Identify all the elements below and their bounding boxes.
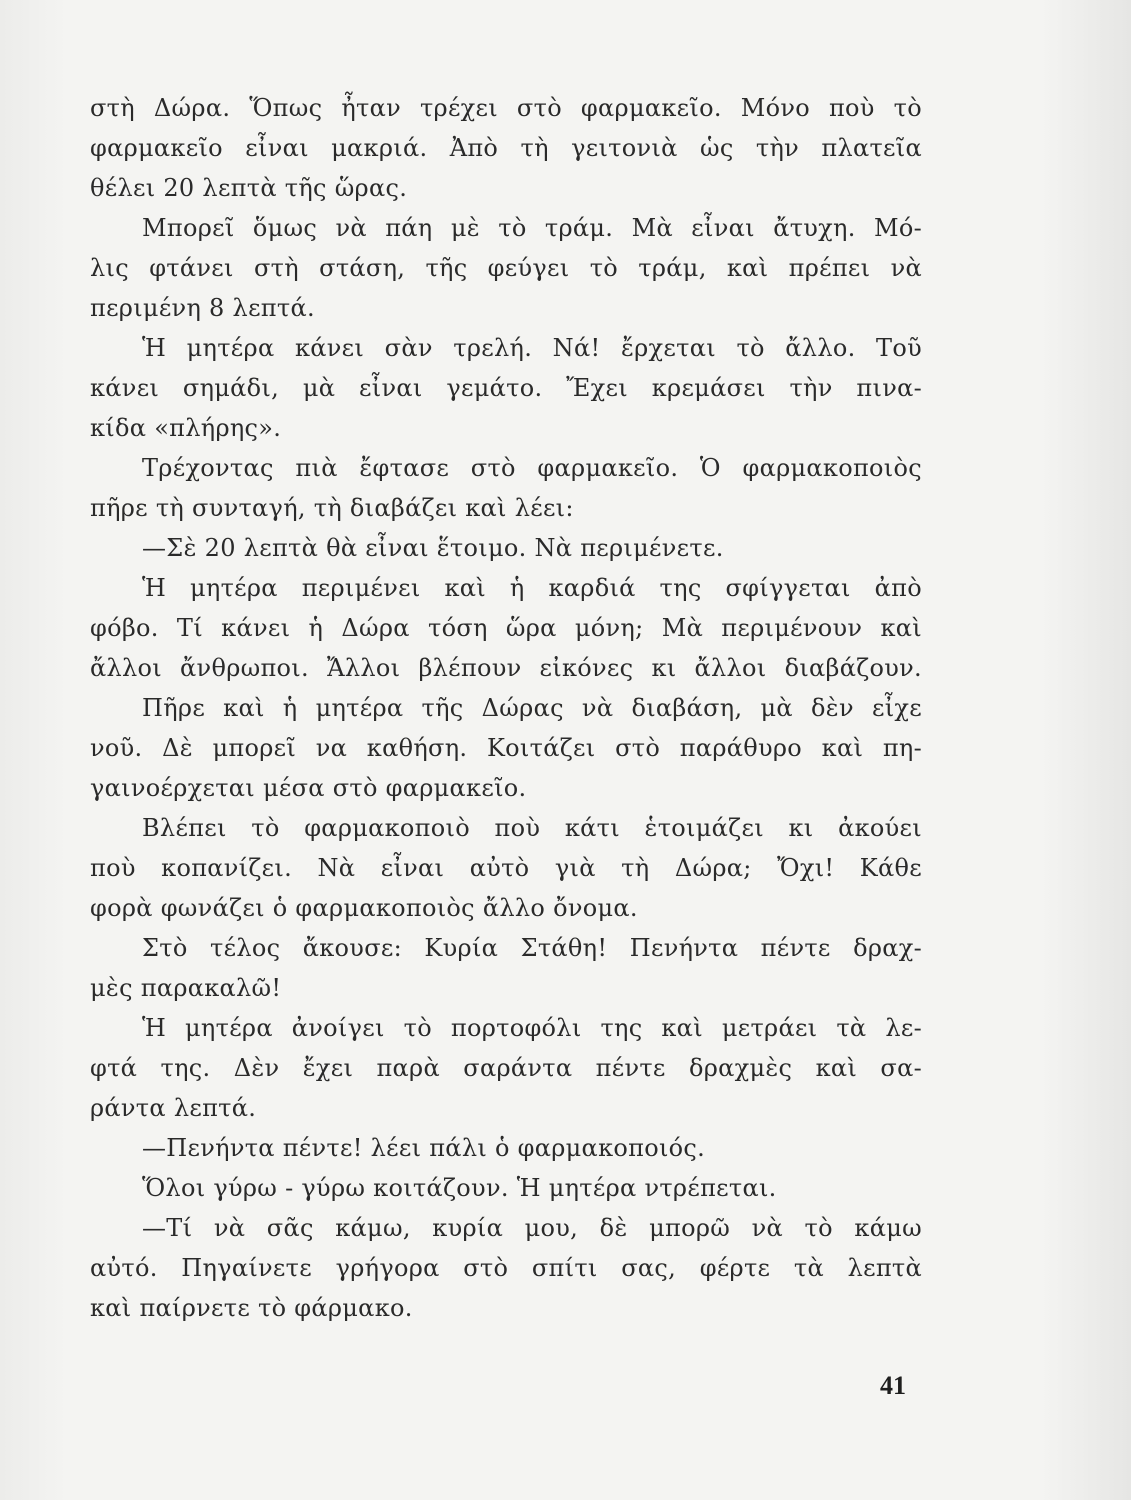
text-line: ἄλλοι ἄνθρωποι. Ἄλλοι βλέπουν εἰκόνες κι ἄλλοι διαβάζουν. (90, 654, 922, 682)
text-line: περιμένη 8 λεπτά. (90, 294, 315, 322)
text-line: αὐτό. Πηγαίνετε γρήγορα στὸ σπίτι σας, φέρτε τὰ λεπτὰ (90, 1254, 922, 1282)
text-line: φόβο. Τί κάνει ἡ Δώρα τόση ὥρα μόνη; Μὰ περιμένουν καὶ (90, 614, 922, 642)
text-line: κίδα «πλήρης». (90, 414, 282, 442)
text-line: Μπορεῖ ὅμως νὰ πάη μὲ τὸ τράμ. Μὰ εἶναι ἄτυχη. Μό- (142, 214, 922, 242)
text-line: φαρμακεῖο εἶναι μακριά. Ἀπὸ τὴ γειτονιὰ ὡς τὴν πλατεῖα (90, 134, 922, 162)
text-line: —Σὲ 20 λεπτὰ θὰ εἶναι ἕτοιμο. Νὰ περιμένετε. (142, 534, 724, 562)
text-line: ποὺ κοπανίζει. Νὰ εἶναι αὐτὸ γιὰ τὴ Δώρα; Ὄχι! Κάθε (90, 854, 922, 882)
text-line: Βλέπει τὸ φαρμακοποιὸ ποὺ κάτι ἑτοιμάζει κι ἀκούει (142, 814, 922, 842)
text-line: φτά της. Δὲν ἔχει παρὰ σαράντα πέντε δραχμὲς καὶ σα- (90, 1054, 922, 1082)
text-line: κάνει σημάδι, μὰ εἶναι γεμάτο. Ἔχει κρεμάσει τὴν πινα- (90, 374, 922, 402)
text-line: στὴ Δώρα. Ὅπως ἦταν τρέχει στὸ φαρμακεῖο. Μόνο ποὺ τὸ (90, 94, 922, 122)
text-line: καὶ παίρνετε τὸ φάρμακο. (90, 1294, 413, 1322)
text-line: Ὅλοι γύρω - γύρω κοιτάζουν. Ἡ μητέρα ντρέπεται. (142, 1174, 777, 1202)
page-number: 41 (880, 1371, 906, 1400)
text-line: πῆρε τὴ συνταγή, τὴ διαβάζει καὶ λέει: (90, 494, 574, 522)
text-line: Ἡ μητέρα κάνει σὰν τρελή. Νά! ἔρχεται τὸ ἄλλο. Τοῦ (142, 334, 922, 362)
text-line: θέλει 20 λεπτὰ τῆς ὥρας. (90, 174, 408, 202)
text-line: μὲς παρακαλῶ! (90, 974, 282, 1002)
text-line: —Πενήντα πέντε! λέει πάλι ὁ φαρμακοποιός. (142, 1134, 706, 1162)
text-line: Ἡ μητέρα περιμένει καὶ ἡ καρδιά της σφίγγεται ἀπὸ (142, 574, 922, 602)
text-line: νοῦ. Δὲ μπορεῖ να καθήση. Κοιτάζει στὸ παράθυρο καὶ πη- (90, 734, 922, 762)
text-line: —Τί νὰ σᾶς κάμω, κυρία μου, δὲ μπορῶ νὰ τὸ κάμω (142, 1214, 922, 1242)
text-line: φορὰ φωνάζει ὁ φαρμακοποιὸς ἄλλο ὄνομα. (90, 894, 638, 922)
body-text (90, 88, 922, 1328)
text-line: Ἡ μητέρα ἀνοίγει τὸ πορτοφόλι της καὶ μετράει τὰ λε- (142, 1014, 922, 1042)
text-line: λις φτάνει στὴ στάση, τῆς φεύγει τὸ τράμ, καὶ πρέπει νὰ (90, 254, 922, 282)
text-line: ράντα λεπτά. (90, 1094, 257, 1122)
text-line: Στὸ τέλος ἄκουσε: Κυρία Στάθη! Πενήντα πέντε δραχ- (142, 934, 922, 962)
text-line: γαινοέρχεται μέσα στὸ φαρμακεῖο. (90, 774, 527, 802)
text-line: Τρέχοντας πιὰ ἔφτασε στὸ φαρμακεῖο. Ὁ φαρμακοποιὸς (142, 454, 922, 482)
text-line: Πῆρε καὶ ἡ μητέρα τῆς Δώρας νὰ διαβάση, μὰ δὲν εἶχε (142, 694, 922, 722)
